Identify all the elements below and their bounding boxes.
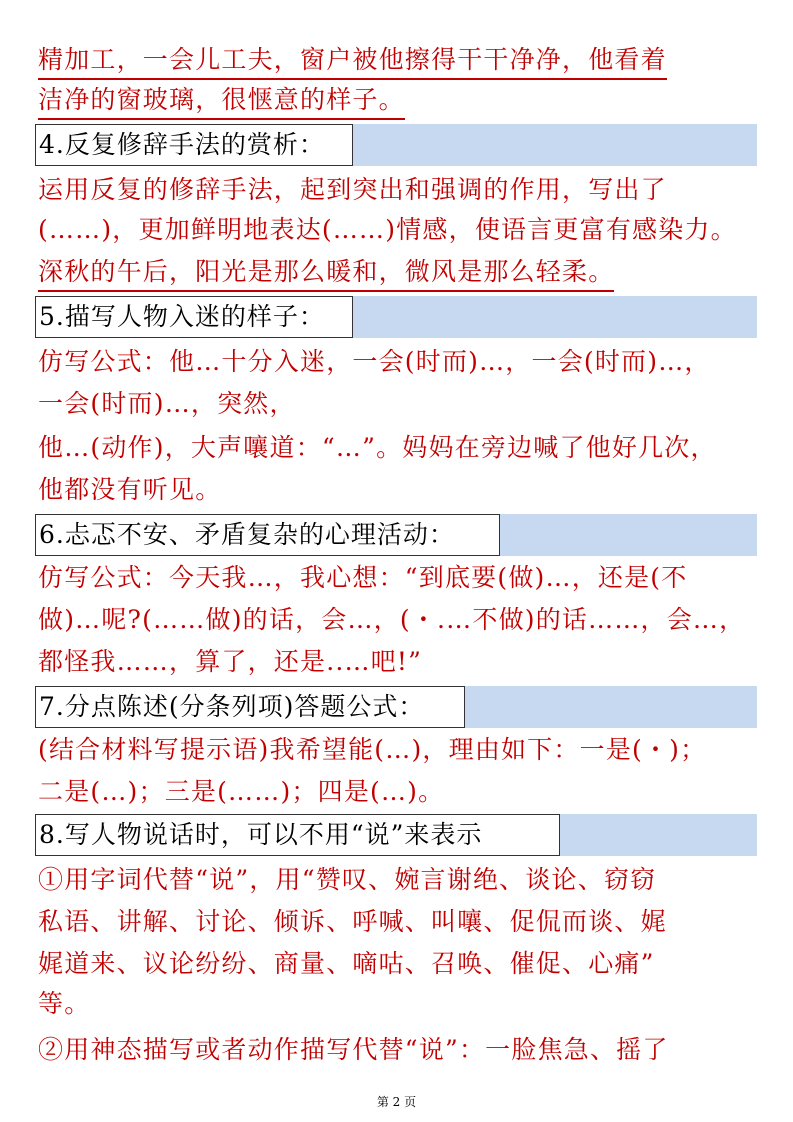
text-line: 二是(…)；三是(……)；四是(…)。 [38,777,445,806]
section-heading-4 [35,124,757,166]
text-line: 做)…呢?(……做)的话，会…，(・.…不做)的话……，会…， [38,605,746,634]
text-line [38,40,759,80]
heading-label: 4.反复修辞手法的赏析： [35,124,353,166]
underlined-text: 深秋的午后，阳光是那么暖和，微风是那么轻柔。 [38,254,614,292]
text-line: (结合材料写提示语)我希望能(…)，理由如下：一是(・)； [38,735,707,764]
text-line: ②用神态描写或者动作描写代替“说”：一脸焦急、摇了 [38,1035,669,1064]
text-line [38,252,759,292]
heading-label: 8.写人物说话时，可以不用“说”来表示 [35,814,560,856]
text-line [38,80,759,120]
text-line: 一会(时而)…，突然， [38,389,296,418]
heading-label: 5.描写人物入迷的样子： [35,296,353,338]
text-line: ①用字词代替“说”，用“赞叹、婉言谢绝、谈论、窃窃 [38,865,657,894]
underlined-text: 精加工，一会儿工夫，窗户被他擦得干干净净，他看着 [38,42,667,80]
underlined-text: 洁净的窗玻璃，很惬意的样子。 [38,82,405,120]
text-line: 都怪我……，算了，还是..…吧!” [38,647,423,676]
text-line: 私语、讲解、讨论、倾诉、呼喊、叫嚷、促侃而谈、娓 [38,907,667,936]
text-line: 等。 [38,989,91,1018]
heading-label: 7.分点陈述(分条列项)答题公式： [35,686,465,728]
section-heading-7 [35,686,757,728]
page-number: 第 2 页 [376,1095,417,1109]
section-heading-8 [35,814,757,856]
text-line: 仿写公式：他…十分入迷，一会(时而)…，一会(时而)…， [38,347,711,376]
section-heading-6 [35,514,757,556]
section-heading-5 [35,296,757,338]
text-line: (……)，更加鲜明地表达(……)情感，使语言更富有感染力。 [38,215,737,244]
text-line: 他都没有听见。 [38,475,222,504]
text-line: 娓道来、议论纷纷、商量、嘀咕、召唤、催促、心痛” [38,949,655,978]
text-line: 运用反复的修辞手法，起到突出和强调的作用，写出了 [38,175,667,204]
text-line: 仿写公式：今天我…，我心想：“到底要(做)…，还是(不 [38,563,688,592]
text-line: 他…(动作)，大声嚷道：“…”。妈妈在旁边喊了他好几次， [38,433,717,462]
heading-label: 6.忐忑不安、矛盾复杂的心理活动： [35,514,500,556]
